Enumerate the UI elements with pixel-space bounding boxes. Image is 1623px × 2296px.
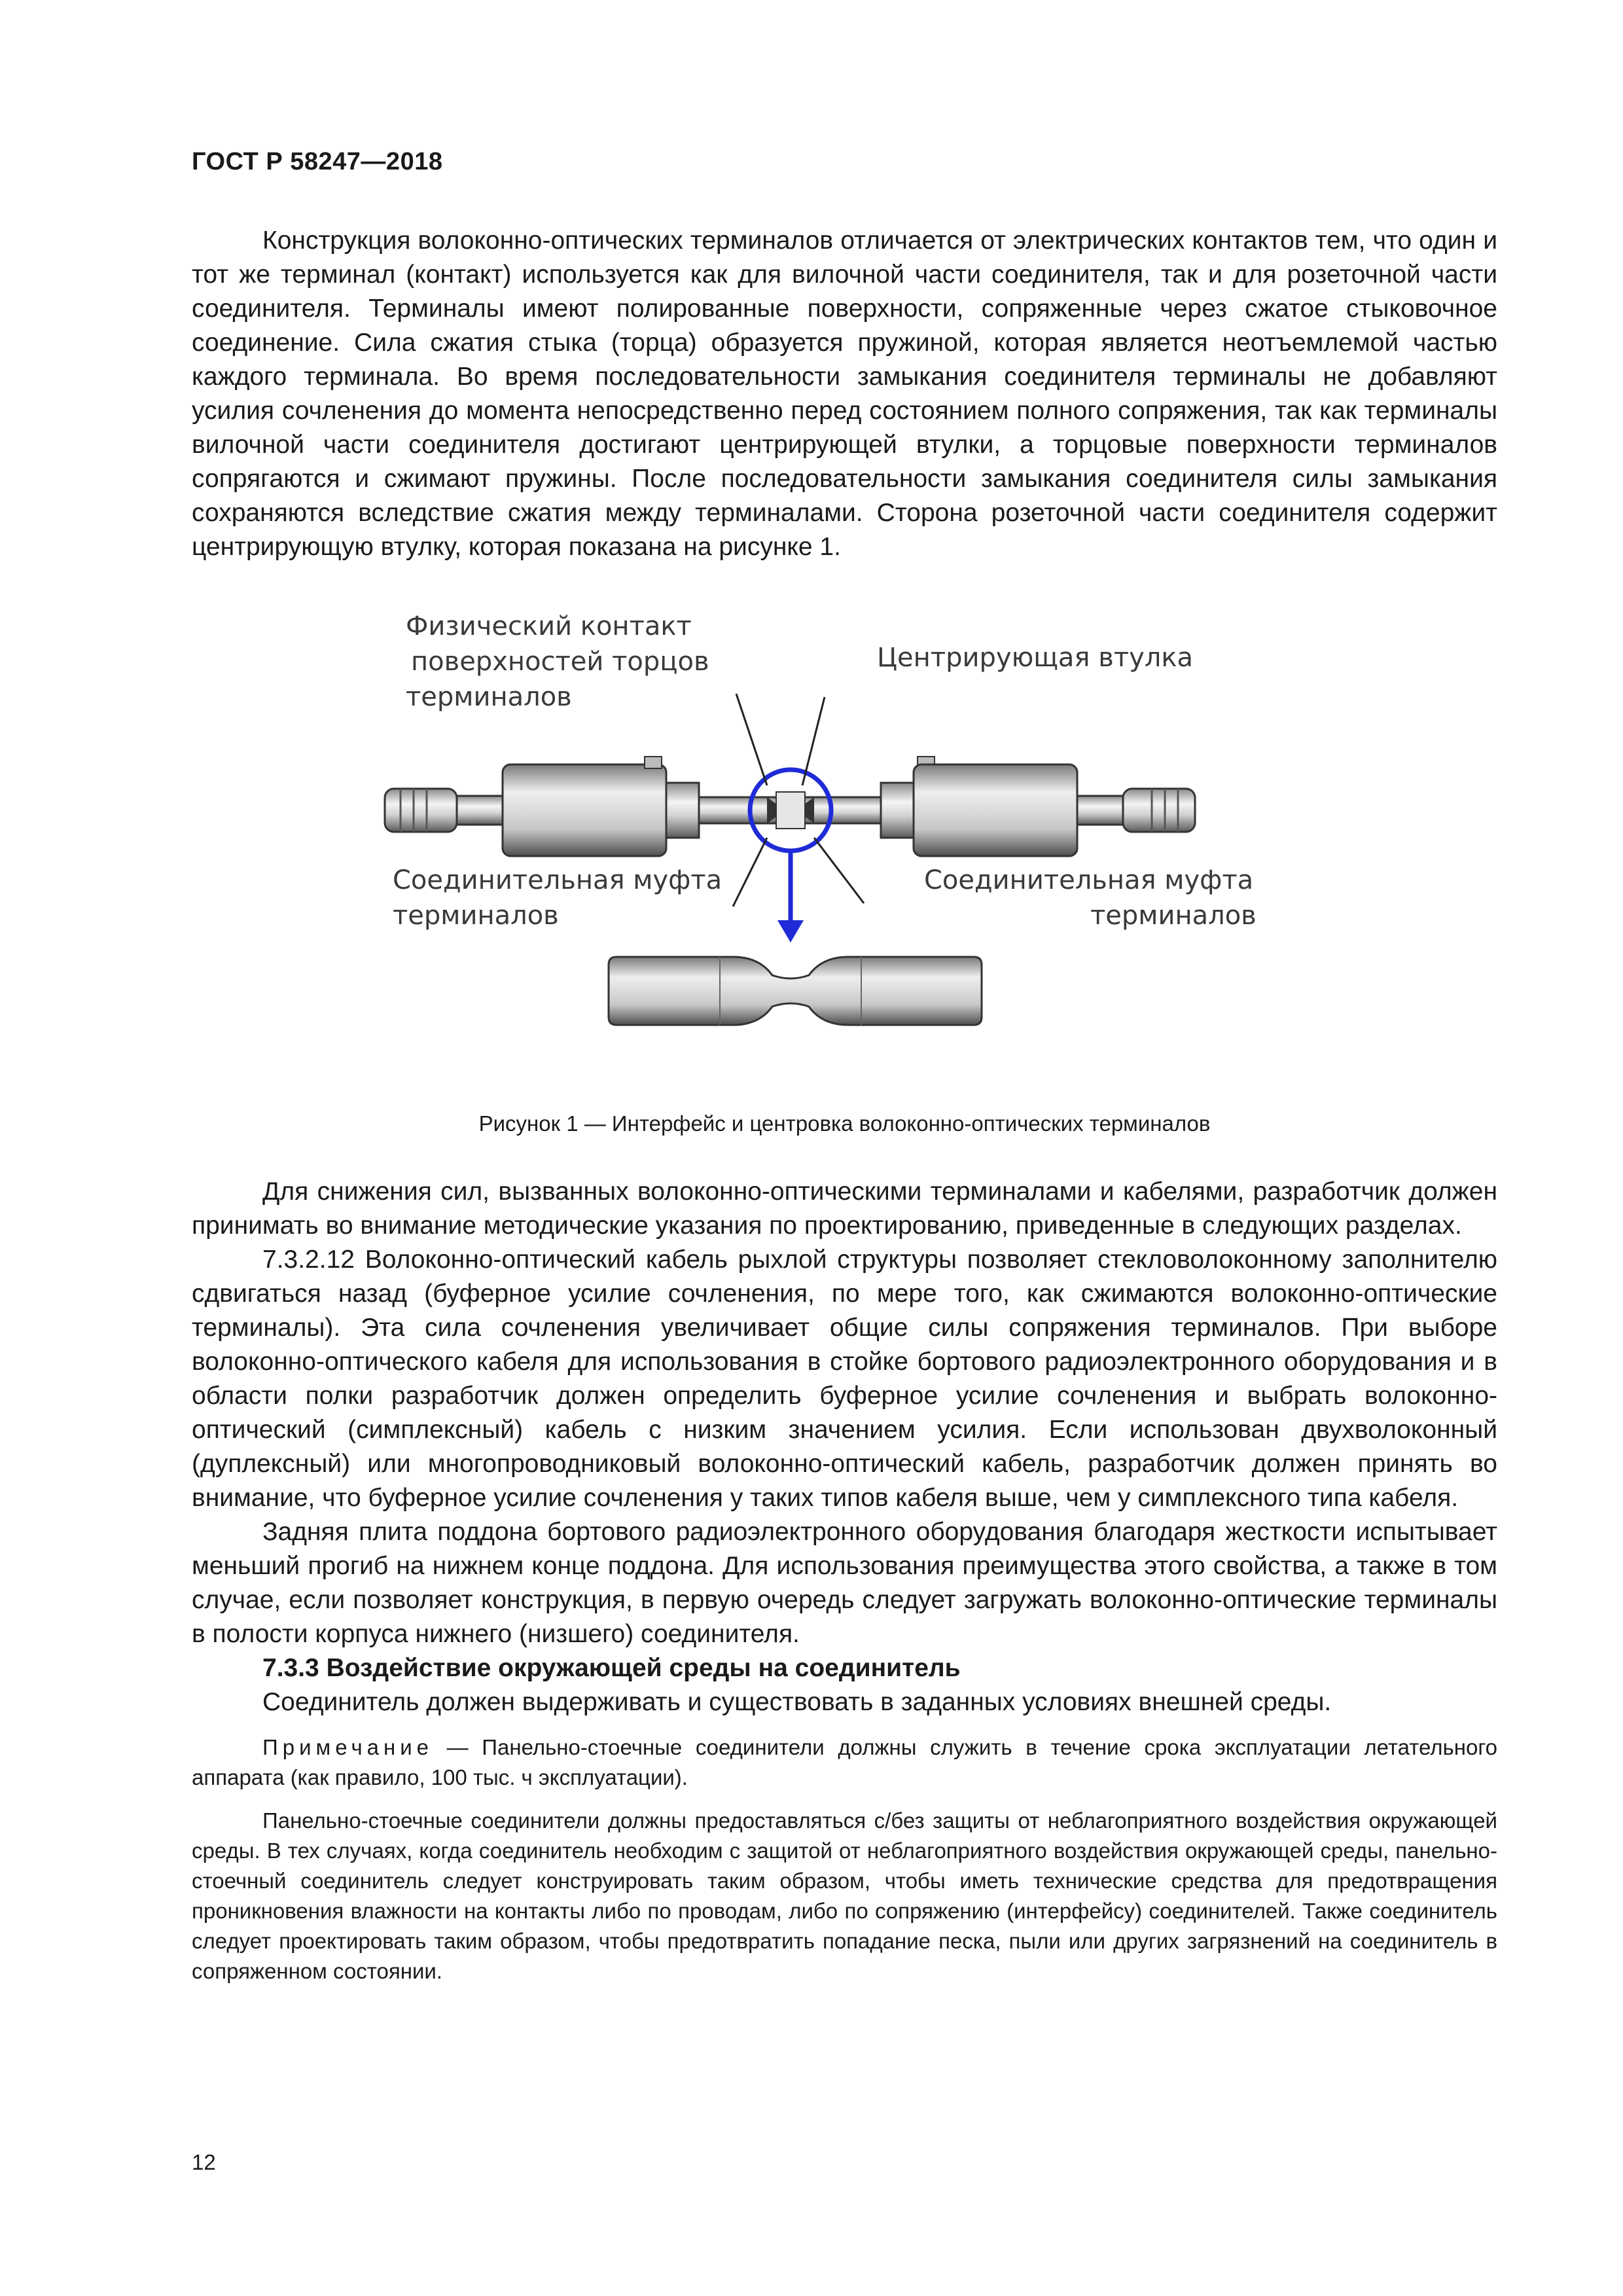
right-terminal: [804, 757, 1195, 856]
figure-caption: Рисунок 1 — Интерфейс и центровка волоконно-оптических терминалов: [478, 1111, 1211, 1136]
label-physical-contact-3: терминалов: [406, 682, 572, 712]
label-coupling-right-2: терминалов: [1090, 901, 1257, 931]
note-text: — Панельно-стоечные соединители должны служить в течение срока эксплуатации летательного аппарата (как правило, 100 тыс. ч эксплуатации).: [192, 1735, 1497, 1789]
paragraph-design-guidelines: Для снижения сил, вызванных волоконно-оптическими терминалами и кабелями, разработчик должен принимать во внимание методические указания по проектированию, приведенные в следующих разделах.: [192, 1177, 1497, 1240]
intro-text-block: [192, 224, 1497, 564]
intro-paragraph: Конструкция волоконно-оптических терминалов отличается от электрических контактов тем, что один и тот же терминал (контакт) используется как для вилочной части соединителя, так и для розеточной части соединителя. Терминалы имеют полированные поверхности, сопряженные через сжатое стыковочное соединение. Сила сжатия стыка (торца) образуется пружиной, которая является неотъемлемой частью каждого терминала. Во время последовательности замыкания соединителя терминалы не добавляют усилия сочленения до момента непосредственно перед состоянием полного сопряжения, так как терминалы вилочной части соединителя достигают центрирующей втулки, а торцовые поверхности терминалов сопрягаются и сжимают пружины. После последовательности замыкания соединителя силы замыкания сохраняются вследствие сжатия между терминалами. Сторона розеточной части соединителя содержит центрирующую втулку, которая показана на рисунке 1.: [192, 226, 1497, 561]
body-text-block: [192, 1175, 1497, 1986]
document-code-header: ГОСТ Р 58247—2018: [192, 148, 443, 175]
note-label: Примечание: [262, 1735, 434, 1759]
label-centering-sleeve: Центрирующая втулка: [877, 643, 1193, 673]
centering-sleeve-enlarged: [609, 957, 982, 1025]
page-number: 12: [192, 2150, 216, 2174]
label-physical-contact-2: поверхностей торцов: [411, 647, 709, 677]
paragraph-environment: Соединитель должен выдерживать и существовать в заданных условиях внешней среды.: [262, 1688, 1332, 1716]
paragraph-protection: Панельно-стоечные соединители должны предоставляться с/без защиты от неблагоприятного воздействия окружающей среды. В тех случаях, когда соединитель необходим с защитой от неблагоприятного воздействия окружающей среды, панельно-стоечный соединитель следует конструировать таким образом, чтобы иметь технические средства для предотвращения проникновения влажности на контакты либо по проводам, либо по сопряжению (интерфейсу) соединителей. Также соединитель следует проектировать таким образом, чтобы предотвратить попадание песка, пыли или других загрязнений на соединитель в сопряженном состоянии.: [192, 1808, 1497, 1983]
label-coupling-right-1: Соединительная муфта: [924, 865, 1254, 895]
label-physical-contact-1: Физический контакт: [406, 611, 692, 641]
section-heading-7-3-3: 7.3.3 Воздействие окружающей среды на соединитель: [262, 1654, 961, 1682]
label-coupling-left-1: Соединительная муфта: [393, 865, 722, 895]
note-paragraph: [192, 1732, 1497, 1793]
label-coupling-left-2: терминалов: [393, 901, 559, 931]
figure-1: [366, 589, 1296, 1060]
left-terminal: [385, 757, 777, 856]
paragraph-7-3-2-12: 7.3.2.12 Волоконно-оптический кабель рыхлой структуры позволяет стекловолоконному заполнителю сдвигаться назад (буферное усилие сочленения, по мере того, как сжимаются волоконно-оптические терминалы). Эта сила сочленения увеличивает общие силы сопряжения терминалов. При выборе волоконно-оптического кабеля для использования в стойке бортового радиоэлектронного оборудования и в области полки разработчик должен определить буферное усилие сочленения и выбрать волоконно-оптический (симплексный) кабель с низким значением усилия. Если использован двухволоконный (дуплексный) или многопроводниковый волоконно-оптический кабель, разработчик должен принять во внимание, что буферное усилие сочленения у таких типов кабеля выше, чем у симплексного типа кабеля.: [192, 1246, 1497, 1512]
paragraph-back-plate: Задняя плита поддона бортового радиоэлектронного оборудования благодаря жесткости испытывает меньший прогиб на нижнем конце поддона. Для использования преимущества этого свойства, а также в том случае, если позволяет конструкция, в первую очередь следует загружать волоконно-оптические терминалы в полости корпуса нижнего (низшего) соединителя.: [192, 1518, 1497, 1648]
